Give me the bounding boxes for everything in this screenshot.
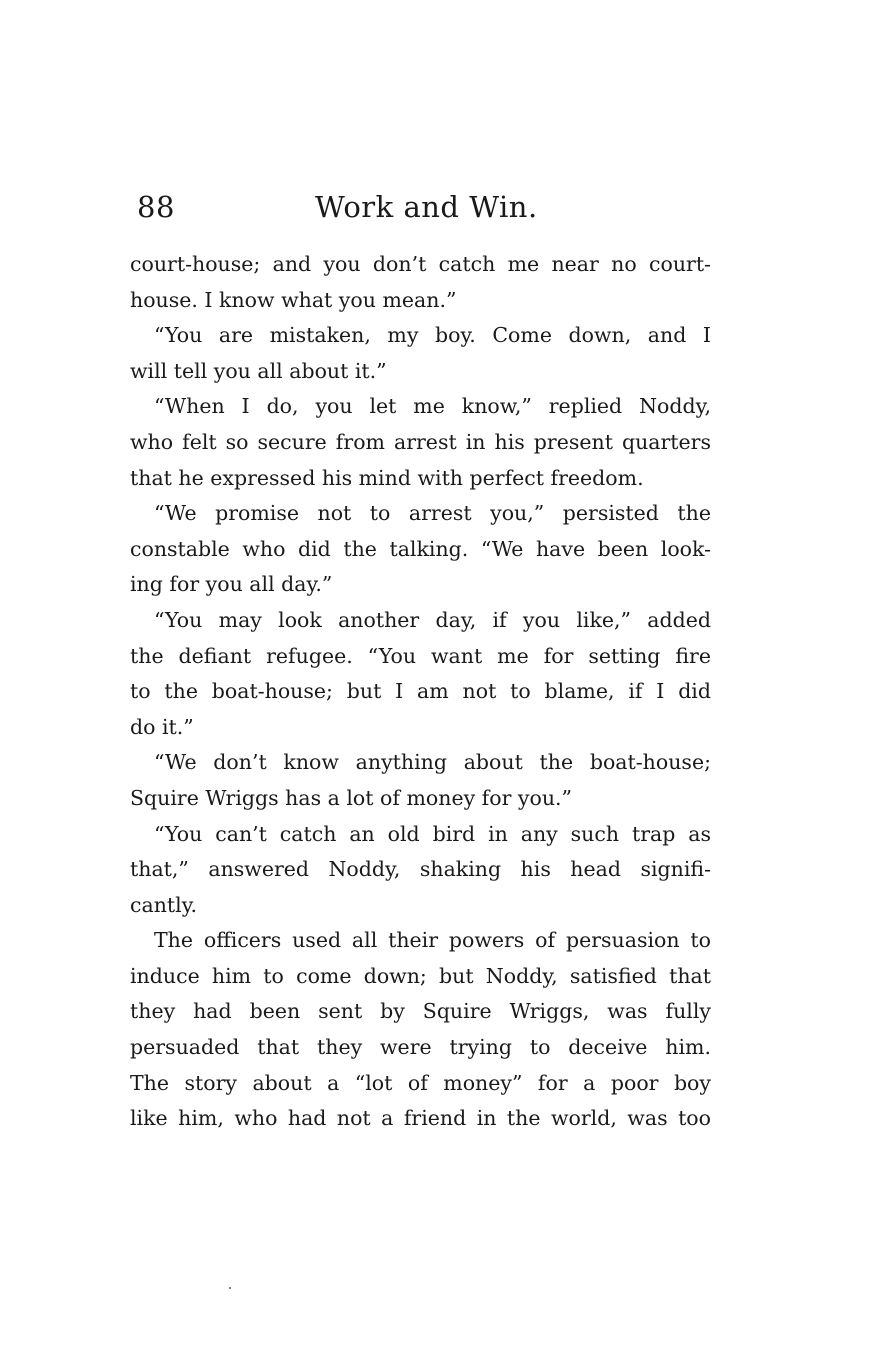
- text-line: house. I know what you mean.”: [130, 287, 457, 312]
- text-line: that he expressed his mind with perfect freedom.: [130, 465, 644, 490]
- text-line: constable who did the talking. “We have been look-: [130, 536, 711, 561]
- text-line: “When I do, you let me know,” replied Noddy,: [154, 394, 711, 419]
- running-title: Work and Win.: [315, 190, 538, 224]
- text-line: do it.”: [130, 714, 194, 739]
- page-header: [137, 190, 717, 240]
- text-line: “You may look another day, if you like,” added: [154, 607, 711, 632]
- text-line: like him, who had not a friend in the world, was too: [130, 1106, 711, 1131]
- text-line: persuaded that they were trying to deceive him.: [130, 1035, 711, 1060]
- text-line: ing for you all day.”: [130, 572, 333, 597]
- text-line: “You are mistaken, my boy. Come down, and I: [154, 323, 711, 348]
- text-line: will tell you all about it.”: [130, 358, 387, 383]
- text-line: Squire Wriggs has a lot of money for you.”: [130, 785, 573, 810]
- text-line: who felt so secure from arrest in his present quarters: [130, 429, 711, 454]
- text-line: induce him to come down; but Noddy, satisfied that: [130, 963, 711, 988]
- text-line: The story about a “lot of money” for a poor boy: [130, 1070, 711, 1095]
- text-line: the defiant refugee. “You want me for setting fire: [130, 643, 711, 668]
- text-line: “We don’t know anything about the boat-house;: [154, 750, 711, 775]
- text-line: they had been sent by Squire Wriggs, was fully: [130, 999, 711, 1024]
- text-line: cantly.: [130, 892, 198, 917]
- text-line: “You can’t catch an old bird in any such trap as: [154, 821, 711, 846]
- page-number: 88: [137, 190, 175, 224]
- print-speck: [229, 1287, 231, 1289]
- body-text: [130, 247, 711, 1137]
- text-line: court-house; and you don’t catch me near no court-: [130, 252, 711, 276]
- text-line: The officers used all their powers of persuasion to: [154, 928, 711, 953]
- text-line: “We promise not to arrest you,” persisted the: [154, 501, 711, 526]
- text-line: that,” answered Noddy, shaking his head signifi-: [130, 857, 711, 882]
- text-line: to the boat-house; but I am not to blame, if I did: [130, 679, 711, 704]
